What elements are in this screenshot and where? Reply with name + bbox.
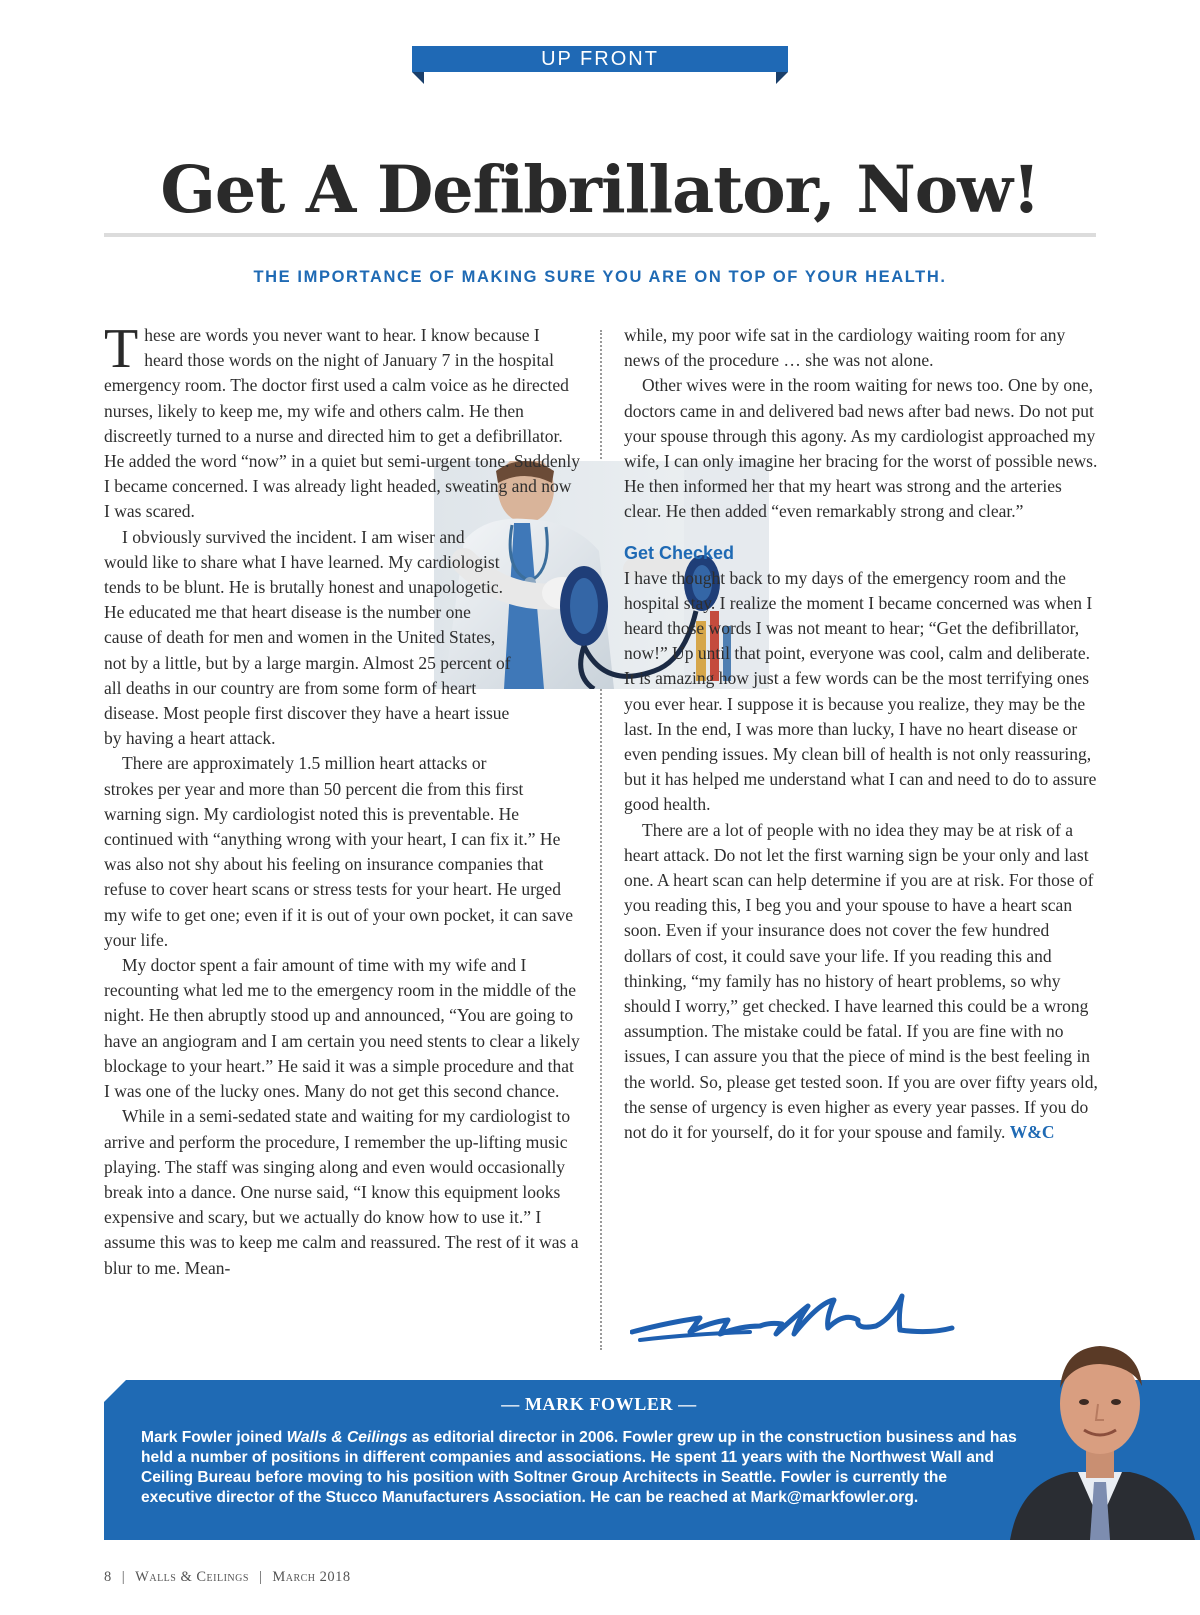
footer-publication: Walls & Ceilings xyxy=(135,1569,249,1585)
author-portrait xyxy=(1000,1322,1200,1540)
end-mark: W&C xyxy=(1009,1122,1055,1143)
footer-issue: March 2018 xyxy=(272,1569,351,1585)
page-number: 8 xyxy=(104,1569,112,1585)
article-column-right xyxy=(624,323,1100,1145)
paragraph-9 xyxy=(624,818,1100,1146)
page-footer xyxy=(104,1569,351,1586)
footer-separator-2: | xyxy=(258,1569,263,1585)
paragraph-4: My doctor spent a fair amount of time with my wife and I recounting what led me to the emergency room in the middle of the night. He then abruptly stood up and announced, “You are going to have an angiogram and I am certain you need stents to clear a likely blockage to your heart.” He said it was a simple procedure and that I was one of the lucky ones. Many do not get this second chance. xyxy=(104,955,580,1102)
signature-icon xyxy=(630,1282,960,1352)
author-bio xyxy=(141,1428,1021,1508)
paragraph-7 xyxy=(624,373,1100,524)
bio-text-rest: as editorial director in 2006. Fowler grew up in the construction business and has held a number of positions in different companies and associations. He spent 11 years with the Northwest Wall and Ceiling Bureau before moving to his position with Soltner Group Architects in Seattle. Fowler is currently the executive director of the Stucco Manufacturers Association. He can be reached at Mark@markfowler.org. xyxy=(141,1429,1017,1506)
paragraph-8: I have thought back to my days of the emergency room and the hospital stay. I realize the moment I became concerned was when I heard those words I was not meant to hear; “Get the defibrillator, now!” Up until that point, everyone was cool, calm and deliberate. It is amazing how just a few words can be the most terrifying ones you ever hear. I suppose it is because you realize, they may be the last. In the end, I was more than lucky, I have no heart disease or even pending issues. My clean bill of health is not only reassuring, but it has helped me understand what I can and need to do to assure good health. xyxy=(624,567,1097,815)
paragraph-5: While in a semi-sedated state and waiting for my cardiologist to arrive and perform the procedure, I remember the up-lifting music playing. The staff was singing along and even would occasionally break into a dance. One nurse said, “I know this equipment looks expensive and scary, but we actually do know how to use it.” I assume this was to keep me calm and reassured. The rest of it was a blur to me. Mean- xyxy=(104,1106,579,1278)
paragraph-3: There are approximately 1.5 million heart attacks or strokes per year and more than 50 percent die from this first warning sign. My cardiologist noted this is preventable. He continued with “anything wrong with your heart, I can fix it.” He was also not shy about his feeling on insurance companies that refuse to cover heart scans or stress tests for your heart. He urged my wife to get one; even if it is out of your own pocket, it can save your life. xyxy=(104,753,573,950)
footer-separator-1: | xyxy=(121,1569,126,1585)
title-rule xyxy=(104,233,1096,237)
paragraph-6: while, my poor wife sat in the cardiology waiting room for any news of the procedure … she was not alone. xyxy=(624,325,1066,371)
section-label: UP FRONT xyxy=(412,46,788,72)
article-title: Get A Defibrillator, Now! xyxy=(160,152,1040,228)
portrait-icon xyxy=(1000,1322,1200,1540)
bio-publication: Walls & Ceilings xyxy=(286,1429,408,1446)
tab-fold-left xyxy=(412,72,424,84)
tab-fold-right xyxy=(776,72,788,84)
article-dek: THE IMPORTANCE OF MAKING SURE YOU ARE ON TOP OF YOUR HEALTH. xyxy=(253,268,947,286)
bio-text-start: Mark Fowler joined xyxy=(141,1429,287,1446)
paragraph-2 xyxy=(104,525,580,752)
article-column-left xyxy=(104,318,580,1281)
author-byline: — MARK FOWLER — xyxy=(501,1394,697,1414)
paragraph-1 xyxy=(104,318,580,525)
paragraph-7-text: Other wives were in the room waiting for news too. One by one, doctors came in and delivered bad news after bad news. Do not put your spouse through this agony. As my cardiologist approached my wife, I can only imagine her bracing for the worst of possible news. He then informed her that my heart was strong and the arteries clear. He then added “even remarkably strong and clear.” xyxy=(624,375,1098,522)
bio-box-notch xyxy=(104,1380,126,1402)
drop-cap: T xyxy=(104,318,139,380)
paragraph-2-text: I obviously survived the incident. I am wiser and would like to share what I have learned. My cardiologist tends to be blunt. He is brutally honest and unapologetic. He educated me that heart disease is the number one cause of death for men and women in the United States, not by a little, but by a large margin. Almost 25 percent of all deaths in our country are from some form of heart disease. Most people first discover they have a heart issue by having a heart attack. xyxy=(104,526,511,749)
paragraph-1-text: hese are words you never want to hear. I know because I heard those words on the night of January 7 in the hospital emergency room. The doctor first used a calm voice as he directed nurses, likely to keep me, my wife and others calm. He then discreetly turned to a nurse and directed him to get a defibrillator. He added the word “now” in a quiet but semi-urgent tone. Suddenly I became concerned. I was already light headed, sweating and now I was scared. xyxy=(104,325,580,522)
paragraph-9-text: There are a lot of people with no idea they may be at risk of a heart attack. Do not let the first warning sign be your only and last one. A heart scan can help determine if you are at risk. For those of you reading this, I beg you and your spouse to have a heart scan soon. Even if your insurance does not cover the few hundred dollars of cost, it could save your life. If you reading this and thinking, “my family has no history of heart problems, so why should I worry,” get checked. I have learned this could be a wrong assumption. The mistake could be fatal. If you are fine with no issues, I can assure you that the piece of mind is the best feeling in the world. So, please get tested soon. If you are over fifty years old, the sense of urgency is even higher as every year passes. If you do not do it for yourself, do it for your spouse and family. xyxy=(624,819,1098,1143)
section-tab xyxy=(412,46,788,86)
subhead-get-checked: Get Checked xyxy=(624,542,735,563)
